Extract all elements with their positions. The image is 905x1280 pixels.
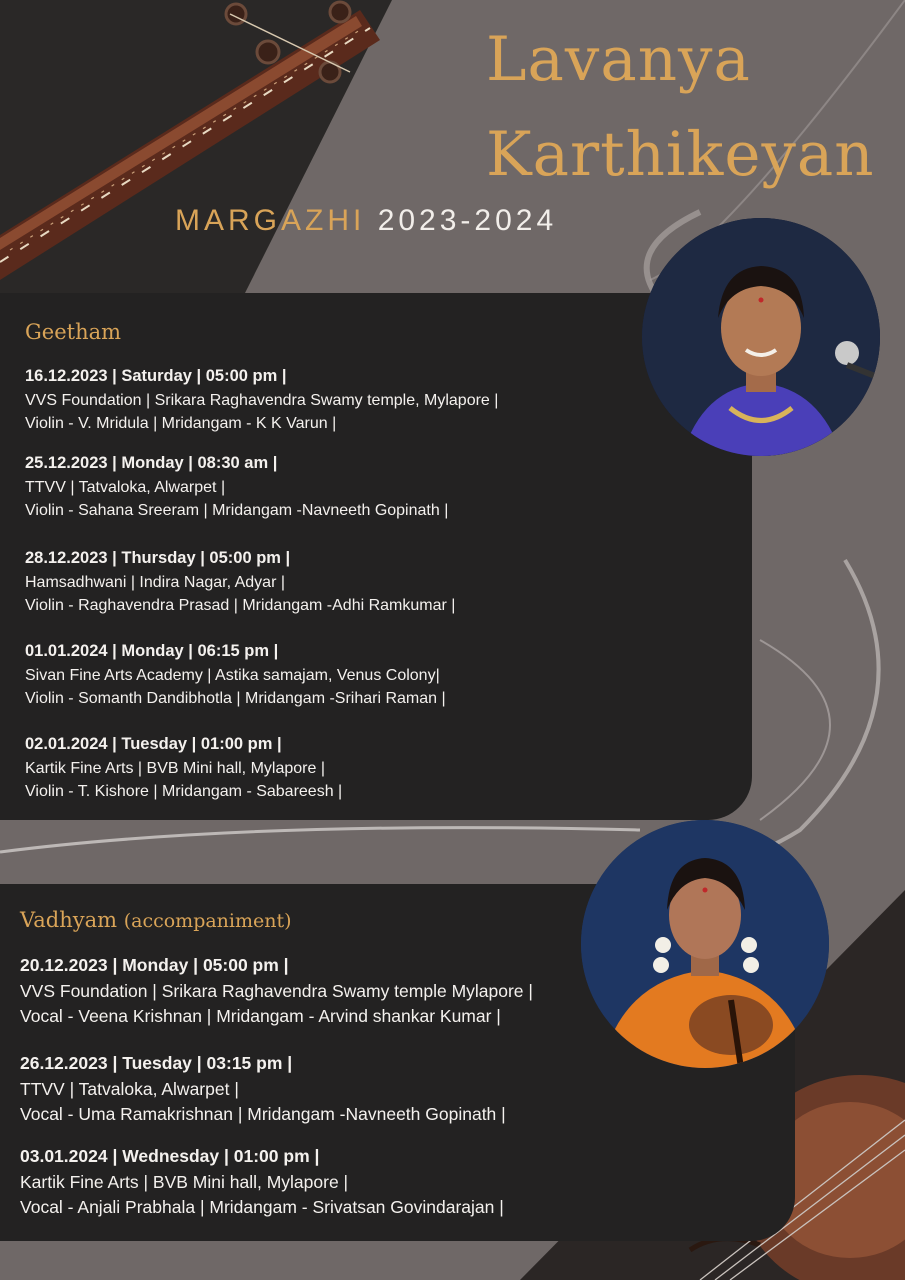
event-artists: Vocal - Anjali Prabhala | Mridangam - Srivatsan Govindarajan | <box>20 1197 504 1217</box>
geetham-event <box>25 365 498 436</box>
event-heading: 02.01.2024 | Tuesday | 01:00 pm | <box>25 735 282 753</box>
artist-name-line1: Lavanya <box>486 24 751 95</box>
geetham-event <box>25 547 455 618</box>
event-artists: Violin - Raghavendra Prasad | Mridangam -Adhi Ramkumar | <box>25 597 456 614</box>
event-artists: Vocal - Veena Krishnan | Mridangam - Arvind shankar Kumar | <box>20 1006 501 1026</box>
geetham-event <box>25 733 342 804</box>
event-artists: Violin - V. Mridula | Mridangam - K K Varun | <box>25 415 337 432</box>
event-artists: Violin - Sahana Sreeram | Mridangam -Navneeth Gopinath | <box>25 502 449 519</box>
event-venue: Hamsadhwani | Indira Nagar, Adyar | <box>25 573 285 591</box>
event-heading: 20.12.2023 | Monday | 05:00 pm | <box>20 955 289 975</box>
portrait-photo-vocal <box>642 218 880 456</box>
event-heading: 28.12.2023 | Thursday | 05:00 pm | <box>25 549 291 567</box>
portrait-photo-violin <box>581 820 829 1068</box>
event-artists: Violin - Somanth Dandibhotla | Mridangam -Srihari Raman | <box>25 690 446 707</box>
event-heading: 26.12.2023 | Tuesday | 03:15 pm | <box>20 1053 293 1073</box>
season-years: 2023-2024 <box>377 204 558 237</box>
geetham-event <box>25 640 446 711</box>
event-venue: TTVV | Tatvaloka, Alwarpet | <box>25 478 226 496</box>
event-artists: Violin - T. Kishore | Mridangam - Sabareesh | <box>25 783 343 800</box>
event-venue: Kartik Fine Arts | BVB Mini hall, Mylapore | <box>20 1171 349 1192</box>
geetham-title: Geetham <box>25 320 122 344</box>
vadhyam-event <box>20 1144 504 1221</box>
event-venue: TTVV | Tatvaloka, Alwarpet | <box>20 1078 239 1099</box>
event-venue: Sivan Fine Arts Academy | Astika samajam, Venus Colony| <box>25 666 440 684</box>
event-artists: Vocal - Uma Ramakrishnan | Mridangam -Navneeth Gopinath | <box>20 1104 506 1124</box>
event-venue: Kartik Fine Arts | BVB Mini hall, Mylapore | <box>25 759 325 777</box>
event-venue: VVS Foundation | Srikara Raghavendra Swamy temple, Mylapore | <box>25 391 499 409</box>
season-title <box>175 204 557 238</box>
vadhyam-title-main: Vadhyam <box>20 908 118 932</box>
event-heading: 25.12.2023 | Monday | 08:30 am | <box>25 454 278 472</box>
artist-name-line2: Karthikeyan <box>486 119 875 190</box>
geetham-event <box>25 452 448 523</box>
season-word: MARGAZHI <box>175 204 366 237</box>
event-venue: VVS Foundation | Srikara Raghavendra Swamy temple Mylapore | <box>20 980 533 1001</box>
event-heading: 01.01.2024 | Monday | 06:15 pm | <box>25 642 279 660</box>
vadhyam-event <box>20 1051 506 1128</box>
event-heading: 03.01.2024 | Wednesday | 01:00 pm | <box>20 1146 320 1166</box>
event-heading: 16.12.2023 | Saturday | 05:00 pm | <box>25 367 287 385</box>
vadhyam-title <box>20 908 292 932</box>
artist-name <box>486 12 875 202</box>
vadhyam-title-sub: (accompaniment) <box>123 910 292 932</box>
vadhyam-event <box>20 953 533 1030</box>
